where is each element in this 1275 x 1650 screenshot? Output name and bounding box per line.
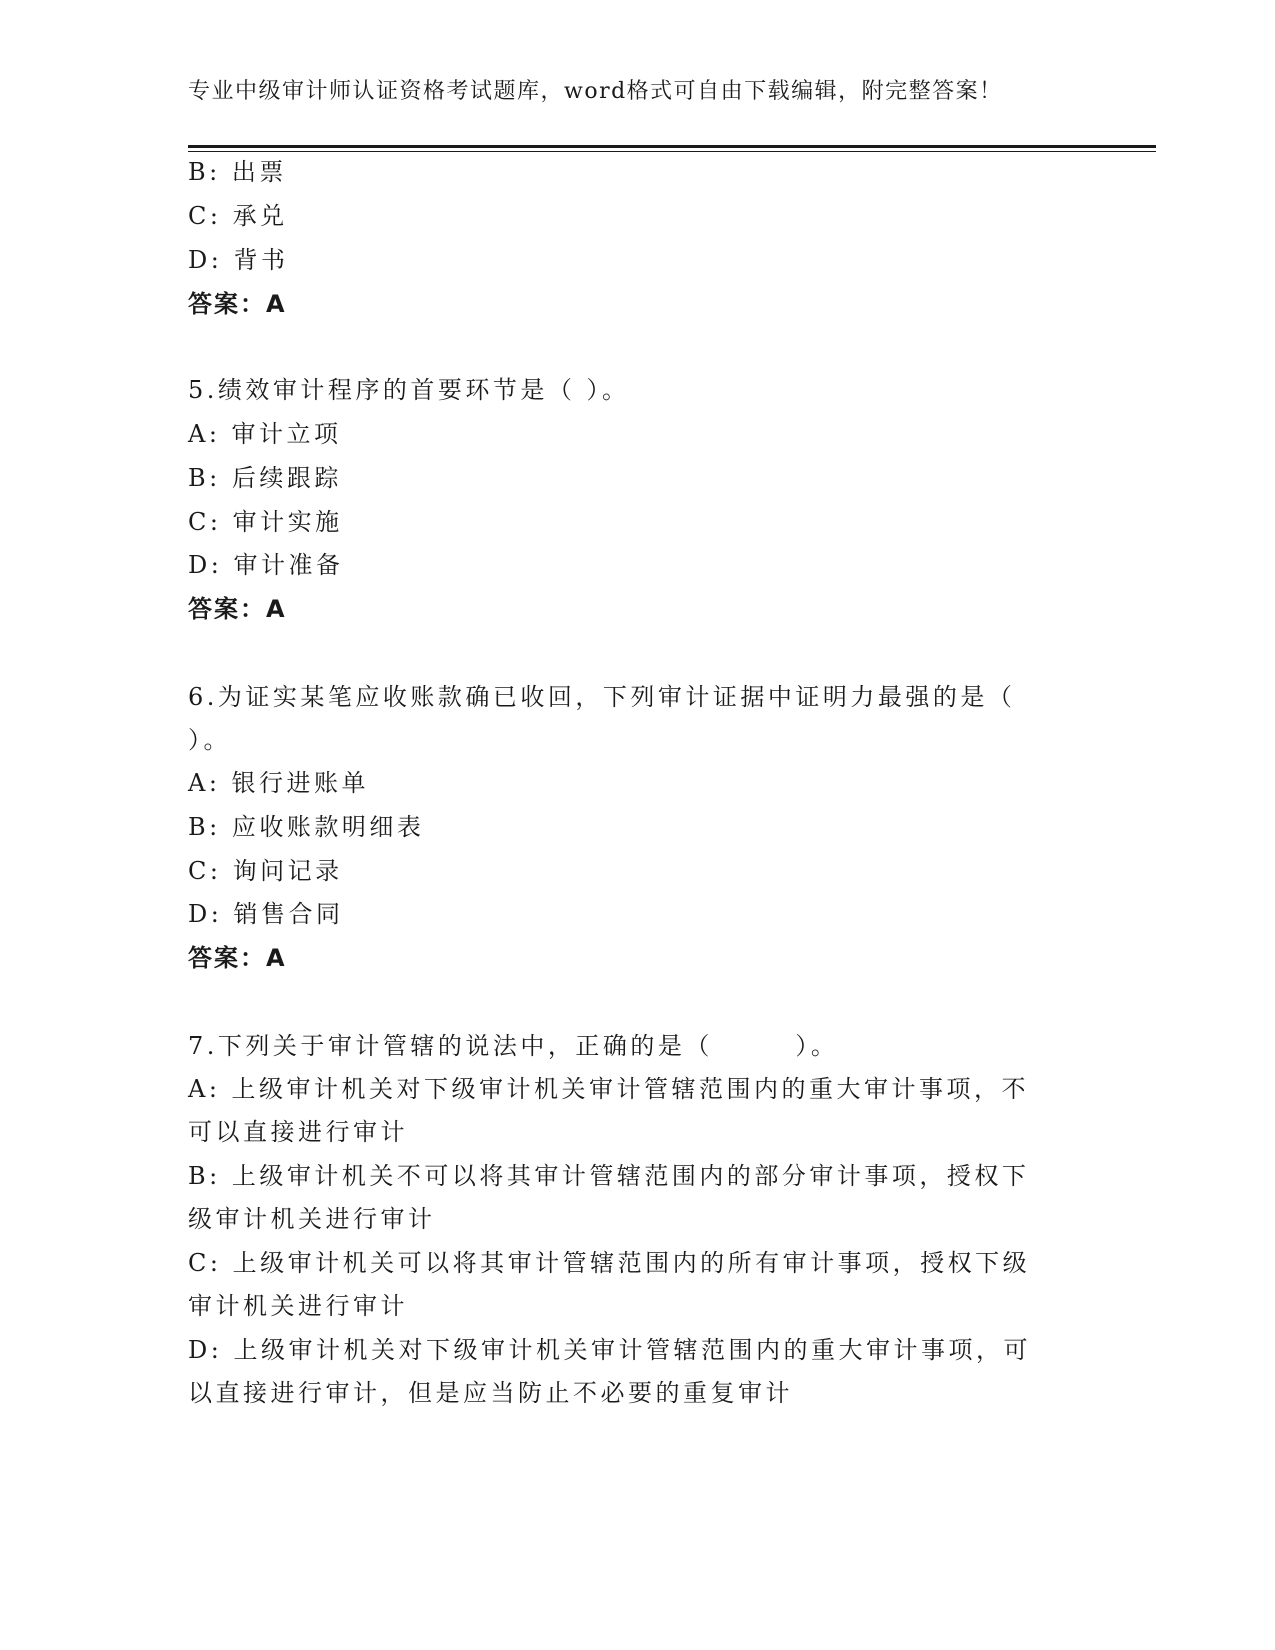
q5-option-a: A: 审计立项 [188,420,342,448]
q7-option-b-line2: 级审计机关进行审计 [188,1205,436,1233]
q6-option-a: A: 银行进账单 [188,769,370,797]
q6-stem-line2: ）。 [188,726,231,754]
q5-stem: 5.绩效审计程序的首要环节是（ ）。 [188,376,630,404]
q5-option-c: C: 审计实施 [188,508,343,536]
q6-option-b: B: 应收账款明细表 [188,813,425,841]
q7-option-c-line2: 审计机关进行审计 [188,1292,408,1320]
q4-answer: 答案：A [188,290,287,318]
q7-option-d-line2: 以直接进行审计，但是应当防止不必要的重复审计 [188,1379,793,1407]
q5-answer: 答案：A [188,595,287,623]
q5-option-b: B: 后续跟踪 [188,464,342,492]
q6-option-c: C: 询问记录 [188,857,343,885]
q7-option-c-line1: C: 上级审计机关可以将其审计管辖范围内的所有审计事项，授权下级 [188,1249,1031,1277]
q6-option-d: D: 销售合同 [188,900,344,928]
q7-option-a-line2: 可以直接进行审计 [188,1118,408,1146]
q7-stem: 7.下列关于审计管辖的说法中，正确的是（ ）。 [188,1032,839,1060]
q5-option-d: D: 审计准备 [188,551,344,579]
document-header: 专业中级审计师认证资格考试题库，word格式可自由下载编辑，附完整答案！ [188,79,1003,104]
q6-stem-line1: 6.为证实某笔应收账款确已收回，下列审计证据中证明力最强的是（ [188,683,1016,711]
header-rule-thin [188,151,1156,152]
header-rule-thick [188,145,1156,148]
q4-option-b: B: 出票 [188,158,287,186]
q7-option-d-line1: D: 上级审计机关对下级审计机关审计管辖范围内的重大审计事项，可 [188,1336,1031,1364]
q7-option-b-line1: B: 上级审计机关不可以将其审计管辖范围内的部分审计事项，授权下 [188,1162,1030,1190]
q4-option-c: C: 承兑 [188,202,288,230]
q6-answer: 答案：A [188,944,287,972]
q4-option-d: D: 背书 [188,246,289,274]
q7-option-a-line1: A: 上级审计机关对下级审计机关审计管辖范围内的重大审计事项，不 [188,1075,1030,1103]
